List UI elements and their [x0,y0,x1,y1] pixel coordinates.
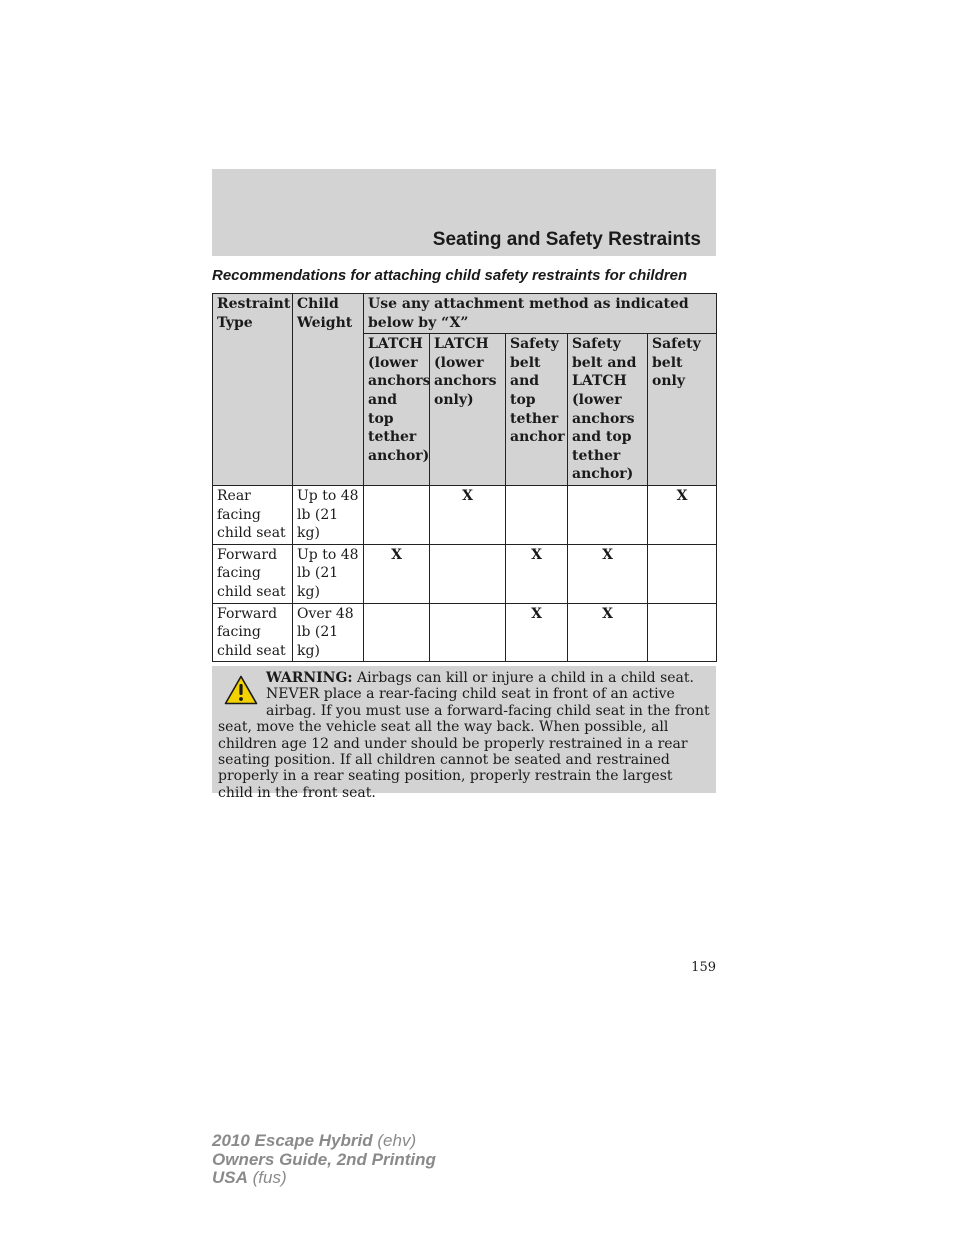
table-row [213,603,717,662]
section-title: Seating and Safety Restraints [432,229,701,250]
header-restraint-type: Restraint Type [213,294,293,486]
mark-cell [430,544,506,603]
mark-cell: X [568,603,648,662]
warning-content [218,670,710,801]
header-method-latch-only: LATCH (lower anchors only) [430,334,506,486]
footer-guide: Owners Guide, 2nd Printing [212,1149,436,1169]
footer-line-guide [212,1151,436,1170]
mark-cell: X [430,485,506,544]
mark-cell [506,485,568,544]
mark-cell: X [506,544,568,603]
header-attachment-group: Use any attachment method as indicated below by “X” [364,294,717,334]
header-method-belt-tether: Safety belt and top tether anchor [506,334,568,486]
child-restraint-table [212,293,717,662]
child-weight-cell: Up to 48 lb (21 kg) [293,544,364,603]
warning-triangle-icon [224,675,258,705]
restraint-type-cell: Forward facing child seat [213,603,293,662]
footer-line-market [212,1169,436,1188]
footer-line-model [212,1132,436,1151]
mark-cell: X [648,485,717,544]
header-method-latch-tether: LATCH (lower anchors and top tether anchor) [364,334,430,486]
restraint-type-cell: Forward facing child seat [213,544,293,603]
mark-cell [364,603,430,662]
footer-model-code: (ehv) [377,1131,417,1150]
warning-label: WARNING: [266,670,353,686]
footer-model: 2010 Escape Hybrid [212,1131,373,1150]
warning-box [212,666,716,801]
restraint-type-cell: Rear facing child seat [213,485,293,544]
mark-cell [568,485,648,544]
table-row [213,485,717,544]
mark-cell [648,603,717,662]
page-number: 159 [691,960,716,975]
document-footer [212,1132,436,1188]
footer-market-code: (fus) [252,1168,287,1187]
mark-cell [364,485,430,544]
mark-cell: X [364,544,430,603]
child-weight-cell: Over 48 lb (21 kg) [293,603,364,662]
mark-cell: X [568,544,648,603]
footer-market: USA [212,1168,248,1187]
table-subtitle: Recommendations for attaching child safety restraints for children [212,267,688,284]
mark-cell [648,544,717,603]
mark-cell [430,603,506,662]
table-row [213,544,717,603]
mark-cell: X [506,603,568,662]
warning-text: Airbags can kill or injure a child in a child seat. NEVER place a rear-facing child seat in front of an active airbag. If you must use a forward-facing child seat in the front seat, move the vehicle seat all the way back. When possible, all children age 12 and under should be properly restrained in a rear seating position. If all children cannot be seated and restrained properly in a rear seating position, properly restrain the largest child in the front seat. [218,670,710,801]
header-child-weight: Child Weight [293,294,364,486]
header-method-belt-latch: Safety belt and LATCH (lower anchors and top tether anchor) [568,334,648,486]
child-weight-cell: Up to 48 lb (21 kg) [293,485,364,544]
header-method-belt-only: Safety belt only [648,334,717,486]
section-header-band [212,169,716,256]
